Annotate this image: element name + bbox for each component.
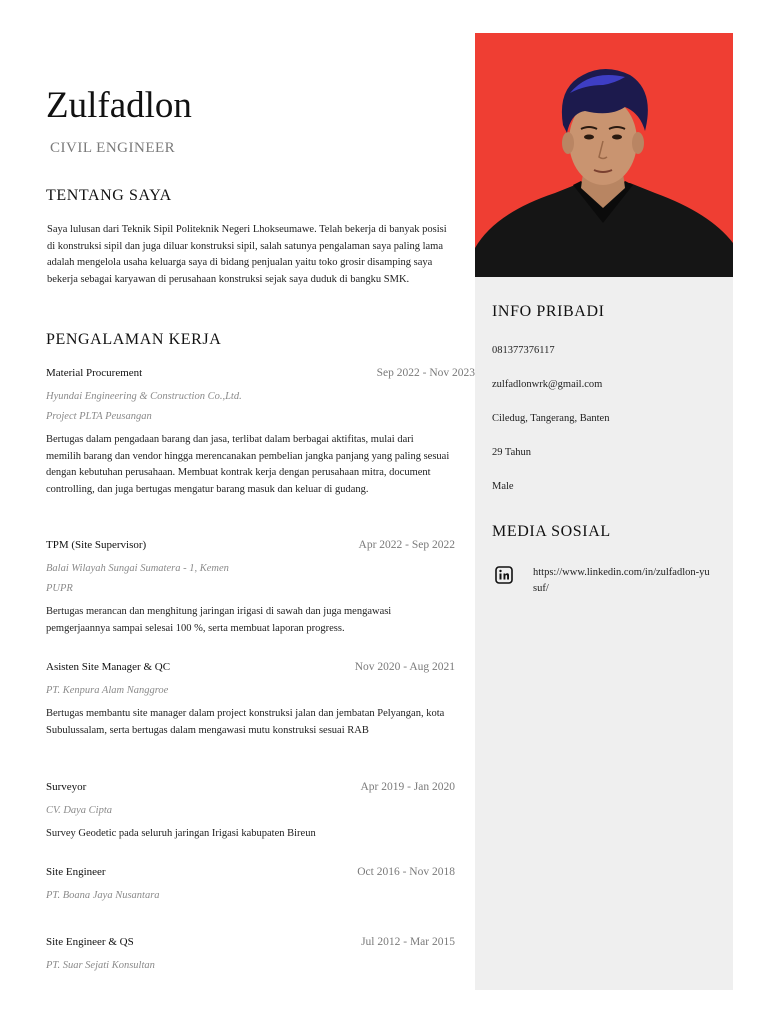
- job-date: Nov 2020 - Aug 2021: [354, 661, 455, 673]
- candidate-role: CIVIL ENGINEER: [50, 140, 176, 156]
- job-description: Bertugas membantu site manager dalam project konstruksi jalan dan jembatan Pelyangan, kota Subulussalam, serta bertugas dalam mengawasi mutu konstruksi sesuai RAB: [46, 708, 445, 736]
- email-address: zulfadlonwrk@gmail.com: [492, 379, 603, 390]
- job-date: Apr 2019 - Jan 2020: [360, 781, 455, 793]
- job-entry: [46, 367, 475, 498]
- job-title: Surveyor: [46, 781, 87, 793]
- job-entry: [46, 661, 455, 739]
- job-title: Site Engineer & QS: [46, 936, 134, 948]
- job-entry: [46, 936, 455, 976]
- info-title: INFO PRIBADI: [492, 303, 605, 320]
- job-company: PT. Kenpura Alam Nanggroe: [46, 685, 169, 696]
- job-title: Material Procurement: [46, 367, 143, 379]
- job-title: Asisten Site Manager & QC: [46, 661, 171, 673]
- profile-photo-illustration: [475, 33, 733, 277]
- sidebar: [475, 33, 733, 990]
- age: 29 Tahun: [492, 447, 532, 458]
- job-company: PT. Suar Sejati Konsultan: [46, 960, 155, 971]
- job-company: CV. Daya Cipta: [46, 805, 113, 816]
- job-date: Sep 2022 - Nov 2023: [376, 367, 475, 379]
- about-text: Saya lulusan dari Teknik Sipil Politeknik Negeri Lhokseumawe. Telah bekerja di banyak posisi di konstruksi sipil dan juga diluar konstruksi sipil, salah satunya pengalaman saya paling lama adalah mengelola usaha keluarga saya di bidang penjualan yaitu toko grosir disamping saya bekerja sebagai karyawan di perusahaan konstruksi sejak saya duduk di bangku SMK.: [47, 224, 447, 285]
- about-title: TENTANG SAYA: [46, 187, 172, 204]
- job-company: PT. Boana Jaya Nusantara: [46, 890, 160, 901]
- job-entry: [46, 781, 455, 843]
- profile-photo: [475, 33, 733, 277]
- job-date: Apr 2022 - Sep 2022: [358, 539, 455, 551]
- job-description: Survey Geodetic pada seluruh jaringan Irigasi kabupaten Bireun: [46, 828, 316, 839]
- experience-title: PENGALAMAN KERJA: [46, 331, 222, 348]
- job-company: Hyundai Engineering & Construction Co.,Ltd. Project PLTA Peusangan: [46, 391, 242, 422]
- job-date: Jul 2012 - Mar 2015: [361, 936, 455, 948]
- job-date: Oct 2016 - Nov 2018: [357, 866, 455, 878]
- phone-number: 081377376117: [492, 345, 555, 356]
- job-entry: [46, 539, 455, 637]
- job-company: Balai Wilayah Sungai Sumatera - 1, Kemen PUPR: [46, 563, 229, 594]
- job-title: Site Engineer: [46, 866, 106, 878]
- job-description: Bertugas merancan dan menghitung jaringan irigasi di sawah dan juga mengawasi pemgerjaannya sampai selesai 100 %, serta membuat laporan progress.: [46, 606, 392, 634]
- social-title: MEDIA SOSIAL: [492, 523, 611, 540]
- location: Ciledug, Tangerang, Banten: [492, 413, 610, 424]
- linkedin-icon: [495, 566, 513, 584]
- candidate-name: Zulfadlon: [46, 85, 192, 126]
- job-title: TPM (Site Supervisor): [46, 539, 147, 551]
- linkedin-link[interactable]: https://www.linkedin.com/in/zulfadlon-yusuf/: [533, 567, 710, 594]
- gender: Male: [492, 481, 514, 492]
- job-entry: [46, 866, 455, 906]
- job-description: Bertugas dalam pengadaan barang dan jasa, terlibat dalam berbagai aktifitas, mulai dari memilih barang dan vendor hingga merencanakan pembelian jangka panjang yang paling sesuai dengan kebutuhan perusahaan. Membuat kontrak kerja dengan perusahaan mitra, document controlling, dan juga bertugas mengatur barang masuk dan keluar di gudang.: [46, 434, 450, 495]
